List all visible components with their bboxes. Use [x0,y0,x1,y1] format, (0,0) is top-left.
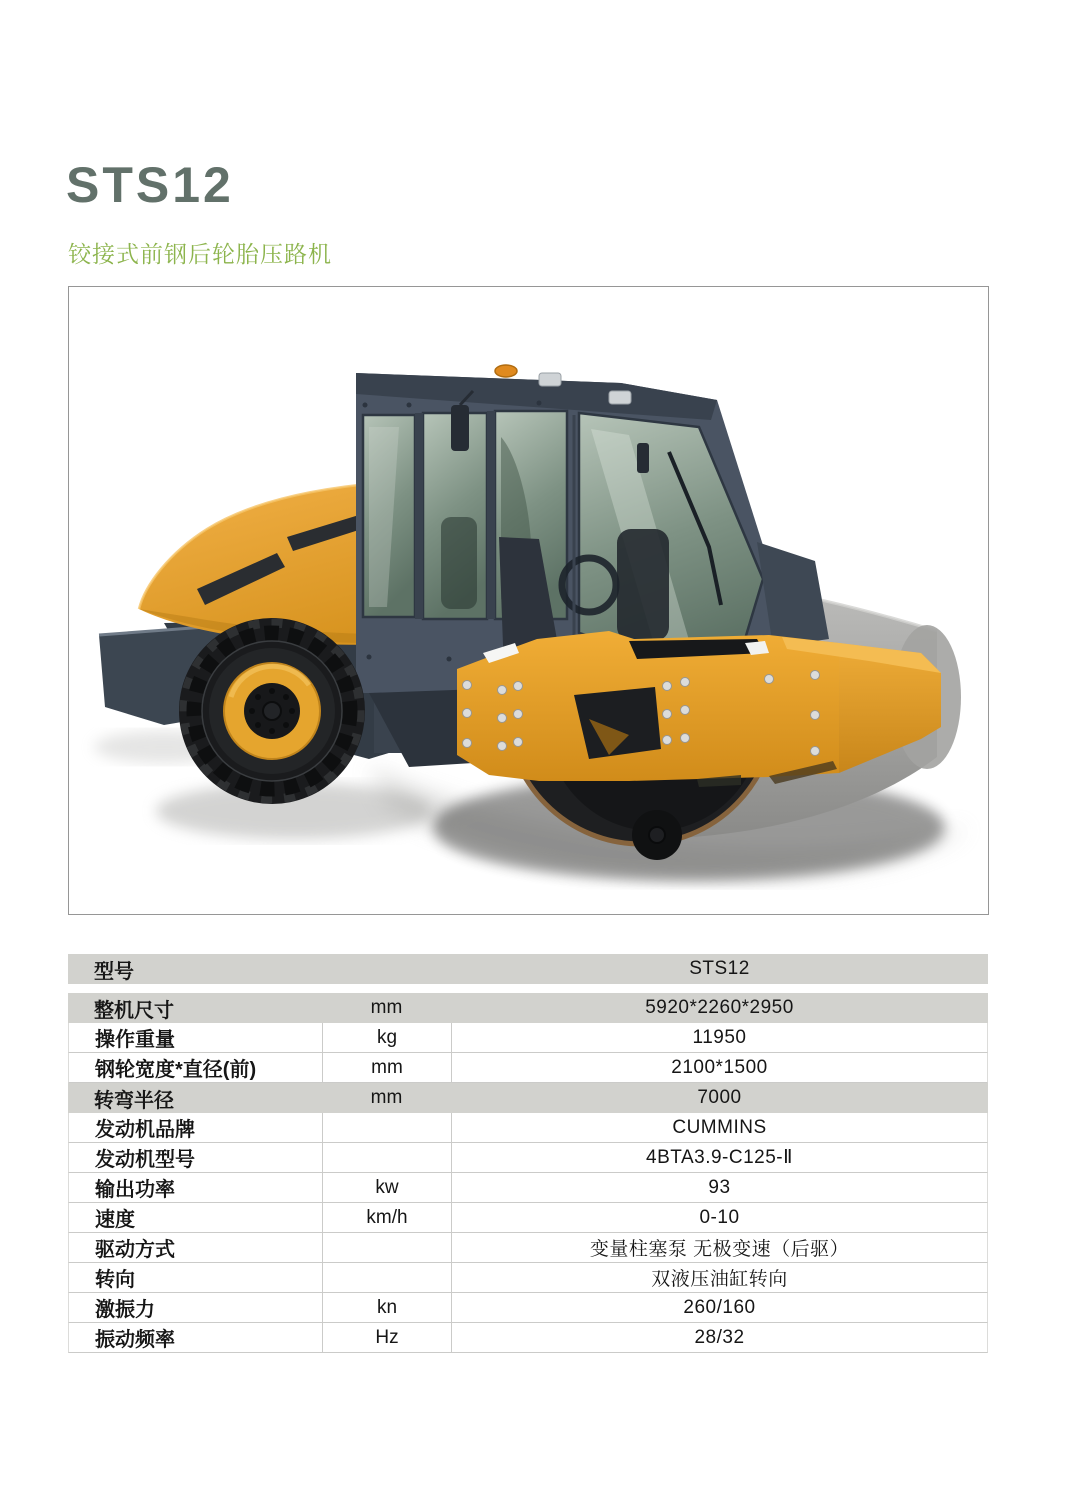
spec-value: 2100*1500 [671,1056,768,1078]
product-photo [68,286,989,915]
spec-unit: kn [323,1293,452,1322]
bracket-hole [574,687,661,759]
spec-row [68,1083,988,1113]
spec-value: 4BTA3.9-C125-Ⅱ [646,1147,793,1168]
spec-row [68,1173,988,1203]
spec-value: 5920*2260*2950 [645,997,794,1018]
product-subtitle: 铰接式前钢后轮胎压路机 [68,241,332,267]
spec-value: 变量柱塞泵 无极变速（后驱） [589,1239,850,1260]
spec-unit [323,1263,452,1292]
spec-unit: mm [370,997,403,1018]
spec-unit: Hz [323,1323,452,1352]
spec-value: 28/32 [694,1326,745,1348]
spec-value: 0-10 [699,1206,740,1228]
table-gap [68,984,988,993]
spec-label: 速度 [69,1203,323,1232]
spec-table [68,954,988,1353]
road-roller-illustration [69,287,988,914]
spec-value: 7000 [697,1087,742,1108]
spec-label: 发动机品牌 [69,1113,323,1142]
spec-label: 发动机型号 [69,1143,323,1172]
spec-unit [322,954,451,984]
spec-label: 型号 [94,960,134,983]
spec-unit [323,1233,452,1262]
roof-work-light-2 [609,391,631,404]
spec-unit: km/h [323,1203,452,1232]
spec-row [68,1053,988,1083]
spec-value: 93 [708,1176,731,1198]
spec-row [68,1233,988,1263]
roof-marker-light [495,365,517,377]
spec-unit: mm [370,1087,403,1108]
spec-label: 驱动方式 [69,1233,323,1262]
spec-label: 转弯半径 [94,1089,174,1112]
spec-value: 260/160 [683,1296,756,1318]
rear-tire [179,618,365,804]
spec-unit [323,1143,452,1172]
spec-row [68,1263,988,1293]
page-title: STS12 [66,157,234,213]
spec-row [68,1203,988,1233]
spec-label: 振动频率 [69,1323,323,1352]
spec-unit: kg [323,1023,452,1052]
spec-row [68,1023,988,1053]
spec-unit: kw [323,1173,452,1202]
spec-row [68,1113,988,1143]
spec-value: 11950 [692,1026,747,1048]
spec-unit: mm [323,1053,452,1082]
spec-row [68,1143,988,1173]
spec-label: 转向 [69,1263,323,1292]
spec-label: 钢轮宽度*直径(前) [69,1053,323,1082]
spec-value: STS12 [689,958,750,979]
spec-label: 操作重量 [69,1023,323,1052]
spec-row [68,1323,988,1353]
spec-label: 输出功率 [69,1173,323,1202]
spec-row [68,1293,988,1323]
roof-work-light [539,373,561,386]
spec-row-model [68,954,988,984]
spec-row [68,993,988,1023]
spec-unit [323,1113,452,1142]
spec-value: 双液压油缸转向 [651,1269,788,1290]
spec-value: CUMMINS [672,1116,767,1138]
spec-label: 整机尺寸 [94,999,174,1022]
spec-label: 激振力 [69,1293,323,1322]
